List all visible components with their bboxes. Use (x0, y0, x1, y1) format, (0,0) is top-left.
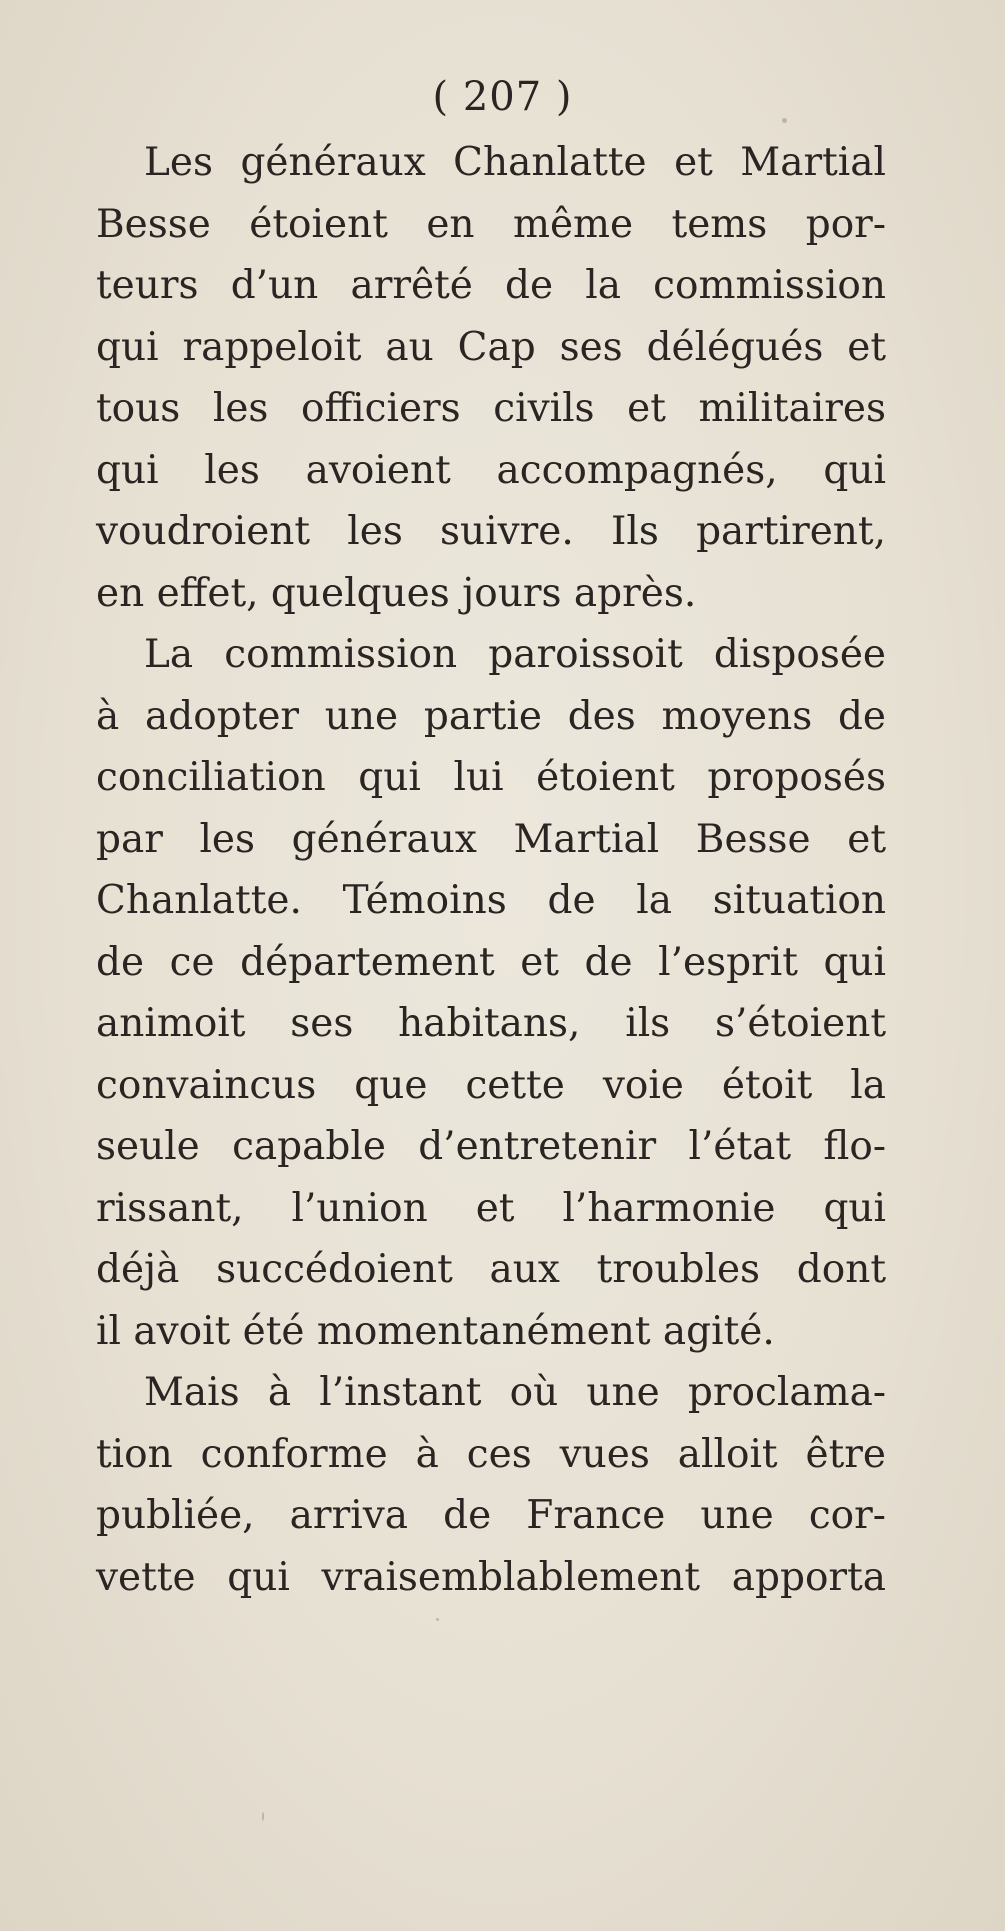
body-text (96, 132, 886, 1608)
text-line: tion conforme à ces vues alloit être (96, 1431, 886, 1477)
text-line: en effet, quelques jours après. (96, 570, 697, 616)
text-line: voudroient les suivre. Ils partirent, (96, 509, 886, 554)
text-line: qui les avoient accompagnés, qui (96, 447, 886, 493)
text-line: rissant, l’union et l’harmonie qui (96, 1185, 886, 1231)
paper-speck (782, 118, 787, 123)
text-line: La commission paroissoit disposée (144, 632, 886, 677)
text-line: conciliation qui lui étoient proposés (96, 755, 886, 800)
text-line: déjà succédoient aux troubles dont (96, 1247, 886, 1292)
paper-speck (436, 1618, 439, 1621)
text-line: teurs d’un arrêté de la commission (96, 263, 886, 308)
text-line: vette qui vraisemblablement apporta (96, 1554, 886, 1600)
text-line: qui rappeloit au Cap ses délégués et (96, 324, 886, 370)
paper-speck (262, 1812, 264, 1821)
text-line: par les généraux Martial Besse et (96, 816, 886, 862)
text-line: tous les officiers civils et militaires (96, 386, 886, 431)
text-line: seule capable d’entretenir l’état flo- (96, 1124, 886, 1169)
text-line: de ce département et de l’esprit qui (96, 939, 886, 985)
text-line: convaincus que cette voie étoit la (96, 1062, 886, 1108)
text-line: Besse étoient en même tems por- (96, 201, 886, 247)
text-line: Chanlatte. Témoins de la situation (96, 878, 886, 923)
text-line: Mais à l’instant où une proclama- (144, 1370, 886, 1415)
text-line: Les généraux Chanlatte et Martial (144, 140, 886, 185)
text-line: il avoit été momentanément agité. (96, 1308, 775, 1354)
text-line: animoit ses habitans, ils s’étoient (96, 1001, 886, 1046)
text-line: à adopter une partie des moyens de (96, 693, 886, 739)
page-number: ( 207 ) (432, 74, 573, 120)
text-line: publiée, arriva de France une cor- (96, 1493, 886, 1538)
